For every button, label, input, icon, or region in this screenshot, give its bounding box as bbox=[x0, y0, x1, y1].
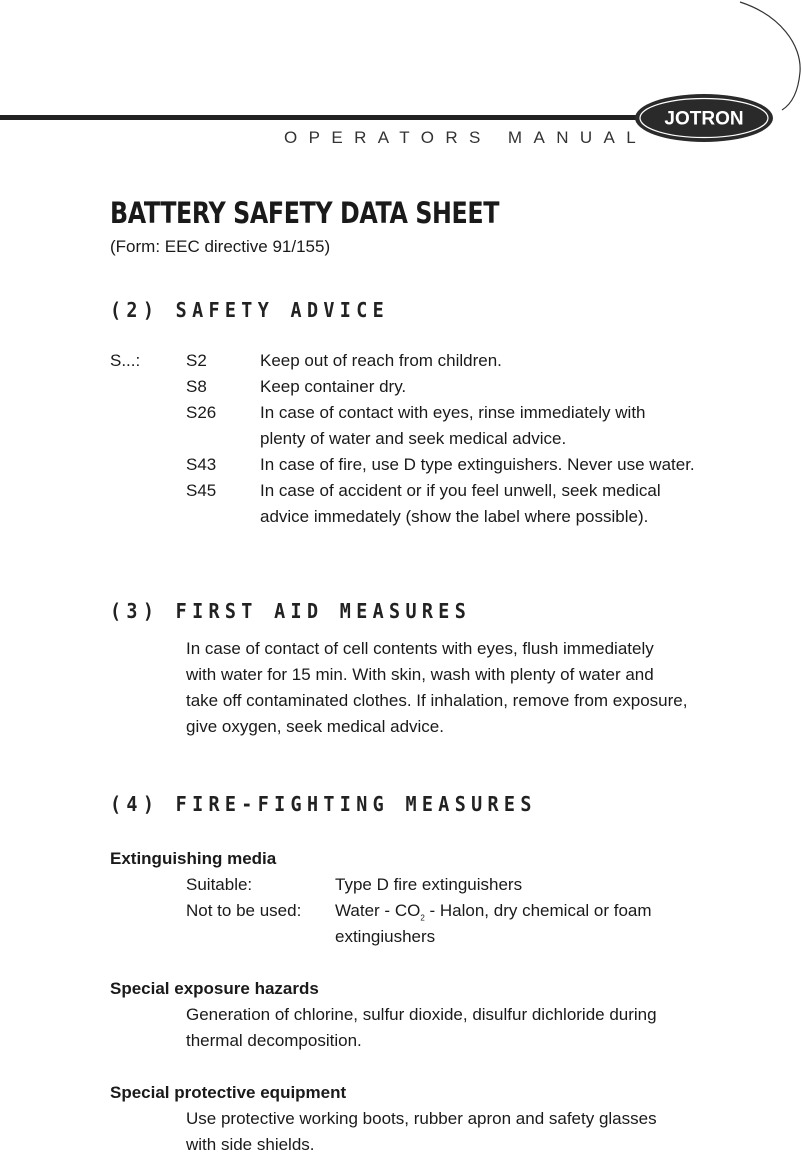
s-text: In case of fire, use D type extinguishers. Never use water. bbox=[260, 455, 695, 474]
subheading-extinguishing-media: Extinguishing media bbox=[110, 849, 277, 868]
not-value-pre: Water - CO bbox=[335, 901, 421, 920]
s-code: S45 bbox=[186, 481, 217, 500]
header-rule bbox=[0, 115, 646, 120]
s-text: advice immedately (show the label where possible). bbox=[260, 507, 649, 526]
hazards-line: thermal decomposition. bbox=[186, 1031, 362, 1050]
first-aid-line: take off contaminated clothes. If inhalation, remove from exposure, bbox=[186, 691, 688, 710]
first-aid-line: In case of contact of cell contents with eyes, flush immediately bbox=[186, 639, 654, 658]
s-code: S8 bbox=[186, 377, 207, 396]
s-code: S43 bbox=[186, 455, 217, 474]
s-code: S26 bbox=[186, 403, 217, 422]
jotron-logo bbox=[632, 92, 778, 144]
subheading-special-exposure-hazards: Special exposure hazards bbox=[110, 979, 319, 998]
manual-label: OPERATORS MANUAL bbox=[284, 128, 648, 147]
s-text: plenty of water and seek medical advice. bbox=[260, 429, 567, 448]
s-text: In case of contact with eyes, rinse immediately with bbox=[260, 403, 646, 422]
suitable-value: Type D fire extinguishers bbox=[335, 875, 523, 894]
first-aid-line: with water for 15 min. With skin, wash with plenty of water and bbox=[186, 665, 654, 684]
s-text: In case of accident or if you feel unwell, seek medical bbox=[260, 481, 661, 500]
hazards-line: Generation of chlorine, sulfur dioxide, disulfur dichloride during bbox=[186, 1005, 657, 1024]
suitable-label: Suitable: bbox=[186, 875, 253, 894]
not-to-be-used-label: Not to be used: bbox=[186, 901, 302, 920]
document-title: BATTERY SAFETY DATA SHEET bbox=[110, 196, 500, 230]
s-text: Keep container dry. bbox=[260, 377, 407, 396]
s-code: S2 bbox=[186, 351, 207, 370]
section-heading-safety-advice: (2) SAFETY ADVICE bbox=[110, 298, 390, 322]
subheading-special-protective-equipment: Special protective equipment bbox=[110, 1083, 347, 1102]
section-heading-first-aid: (3) FIRST AID MEASURES bbox=[110, 599, 472, 623]
section-heading-fire-fighting: (4) FIRE-FIGHTING MEASURES bbox=[110, 792, 537, 816]
equipment-line: Use protective working boots, rubber apron and safety glasses bbox=[186, 1109, 657, 1128]
logo-text: JOTRON bbox=[664, 108, 744, 130]
first-aid-line: give oxygen, seek medical advice. bbox=[186, 717, 444, 736]
equipment-line: with side shields. bbox=[186, 1135, 315, 1154]
not-to-be-used-value-cont: extingiushers bbox=[335, 927, 436, 946]
not-value-post: - Halon, dry chemical or foam bbox=[424, 901, 652, 920]
s-text: Keep out of reach from children. bbox=[260, 351, 502, 370]
co2-subscript: 2 bbox=[420, 913, 425, 923]
s-prefix: S...: bbox=[110, 351, 141, 370]
document-subtitle: (Form: EEC directive 91/155) bbox=[110, 237, 331, 256]
